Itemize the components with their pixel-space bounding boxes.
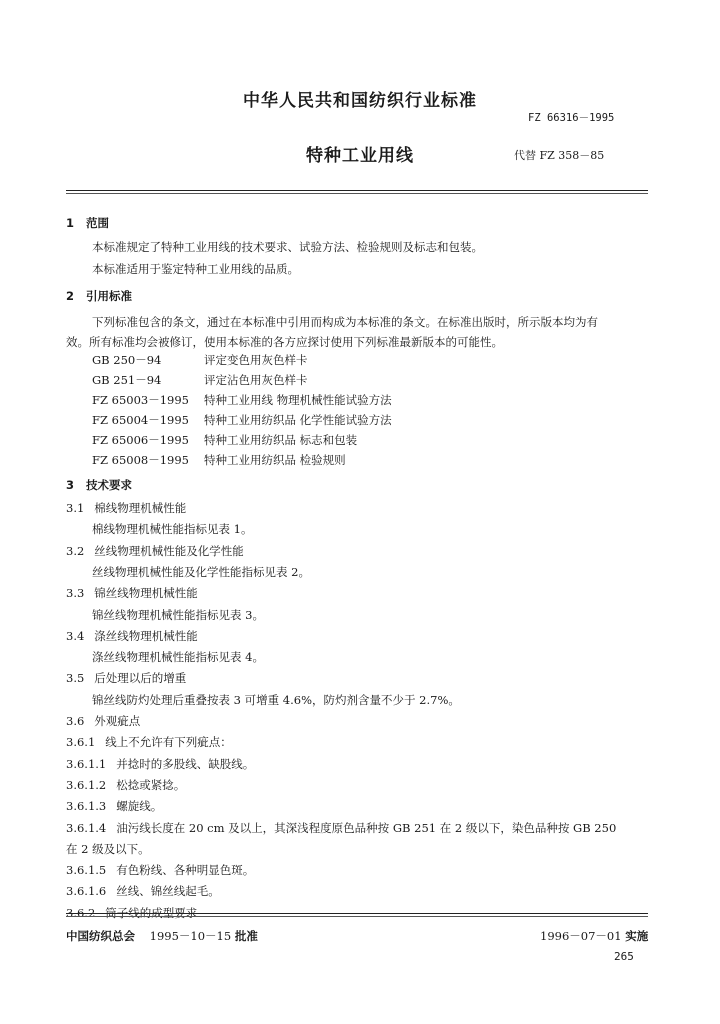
- reference-name: 特种工业用线 物理机械性能试验方法: [204, 393, 392, 407]
- reference-name: 特种工业用纺织品 标志和包装: [204, 433, 358, 447]
- clause-line: [92, 607, 264, 622]
- document-title: 特种工业用线: [306, 146, 414, 166]
- clause-text: 丝线、锦丝线起毛。: [116, 884, 220, 899]
- replaces-standard: 代替 FZ 358－85: [514, 149, 605, 162]
- reference-item: [92, 435, 357, 447]
- reference-code: FZ 65004－1995: [92, 413, 189, 427]
- section-2-heading: [66, 291, 132, 303]
- clause-line: [66, 628, 198, 643]
- issuer-name: 中国纺织总会: [66, 929, 135, 943]
- clause-number: 3.6: [66, 714, 85, 728]
- clause-text: 涤丝线物理机械性能: [94, 628, 198, 643]
- clause-line: [66, 801, 162, 813]
- clause-line: [66, 503, 186, 515]
- section-3-heading: [66, 480, 132, 492]
- standard-code: FZ 66316－1995: [528, 112, 615, 124]
- footer-divider-thin: [66, 916, 648, 917]
- clause-line: [66, 543, 244, 558]
- clause-text: 并捻时的多股线、缺股线。: [116, 756, 255, 771]
- section-number: 3: [66, 478, 75, 492]
- paragraph-continued: 效。所有标准均会被修订，使用本标准的各方应探讨使用下列标准最新版本的可能性。: [66, 335, 503, 349]
- clause-line: [66, 865, 254, 877]
- reference-item: [92, 395, 392, 407]
- issuer-title: 中华人民共和国纺织行业标准: [243, 91, 477, 111]
- clause-line: [92, 692, 460, 707]
- clause-number: 3.6.1.5: [66, 863, 107, 878]
- reference-code: GB 251－94: [92, 373, 162, 387]
- clause-text: 丝线物理机械性能及化学性能指标见表 2。: [92, 564, 310, 579]
- clause-line: [66, 673, 186, 685]
- clause-number: 3.4: [66, 628, 85, 643]
- clause-line: [66, 841, 150, 856]
- clause-text: 外观疵点: [94, 714, 141, 728]
- footer-implementation: [540, 928, 648, 944]
- section-title: 技术要求: [86, 478, 133, 492]
- clause-text: 在 2 级及以下。: [66, 841, 150, 856]
- clause-number: 3.6.2: [66, 905, 96, 920]
- clause-line: [92, 652, 264, 664]
- reference-item: [92, 355, 308, 367]
- clause-number: 3.5: [66, 671, 85, 686]
- reference-code: GB 250－94: [92, 353, 162, 367]
- approved-label: 批准: [234, 929, 258, 943]
- page-number: 265: [614, 950, 634, 963]
- clause-line: [92, 524, 252, 536]
- reference-name: 评定变色用灰色样卡: [204, 353, 308, 367]
- clause-text: 丝线物理机械性能及化学性能: [94, 543, 244, 558]
- clause-number: 3.6.1.2: [66, 777, 107, 792]
- reference-item: [92, 375, 308, 387]
- paragraph: 本标准适用于鉴定特种工业用线的品质。: [92, 262, 299, 276]
- clause-line: [92, 564, 310, 579]
- reference-code: FZ 65003－1995: [92, 393, 189, 407]
- footer-divider: [66, 913, 648, 914]
- clause-number: 3.2: [66, 543, 85, 558]
- clause-text: 油污线长度在 20 cm 及以上，其深浅程度原色品种按 GB 251 在 2 级以下，染色品种按 GB 250: [116, 820, 617, 835]
- paragraph: 本标准规定了特种工业用线的技术要求、试验方法、检验规则及标志和包装。: [92, 240, 483, 254]
- clause-text: 涤丝线物理机械性能指标见表 4。: [92, 650, 264, 665]
- clause-text: 棉线物理机械性能: [94, 501, 187, 515]
- reference-name: 特种工业用纺织品 检验规则: [204, 453, 346, 467]
- clause-line: [66, 716, 140, 728]
- implementation-label: 实施: [625, 929, 649, 943]
- clause-line: [66, 737, 232, 749]
- clause-number: 3.1: [66, 501, 85, 515]
- clause-line: [66, 886, 220, 898]
- clause-text: 有色粉线、各种明显色斑。: [116, 863, 255, 878]
- clause-text: 线上不允许有下列疵点：: [105, 735, 232, 750]
- section-number: 2: [66, 289, 75, 303]
- reference-code: FZ 65006－1995: [92, 433, 189, 447]
- reference-name: 特种工业用纺织品 化学性能试验方法: [204, 413, 392, 427]
- paragraph: 下列标准包含的条文，通过在本标准中引用而构成为本标准的条文。在标准出版时，所示版本均为有: [92, 315, 598, 329]
- clause-line: [66, 756, 255, 771]
- clause-text: 锦丝线防灼处理后重叠按表 3 可增重 4.6%，防灼剂含量不少于 2.7%。: [92, 692, 460, 707]
- clause-text: 后处理以后的增重: [94, 671, 187, 686]
- clause-line: [66, 777, 186, 792]
- clause-number: 3.3: [66, 586, 85, 601]
- section-number: 1: [66, 216, 75, 230]
- approved-date: 1995－10－15: [149, 929, 232, 943]
- header-divider: [66, 190, 648, 191]
- clause-text: 螺旋线。: [116, 799, 163, 814]
- clause-number: 3.6.1: [66, 735, 96, 750]
- reference-item: [92, 415, 392, 427]
- section-1-heading: [66, 218, 109, 230]
- section-title: 范围: [86, 216, 110, 230]
- clause-line: [66, 820, 617, 835]
- clause-line: [66, 588, 198, 600]
- section-title: 引用标准: [86, 289, 133, 303]
- clause-text: 锦丝线物理机械性能: [94, 586, 198, 601]
- header-divider-thin: [66, 193, 648, 194]
- clause-text: 松捻或紧捻。: [116, 777, 186, 792]
- footer-approval: [66, 928, 258, 944]
- clause-text: 棉线物理机械性能指标见表 1。: [92, 522, 253, 537]
- clause-number: 3.6.1.3: [66, 799, 107, 814]
- clause-number: 3.6.1.4: [66, 820, 107, 835]
- clause-number: 3.6.1.1: [66, 756, 107, 771]
- clause-text: 筒子线的成型要求: [105, 905, 198, 920]
- implementation-date: 1996－07－01: [540, 929, 622, 943]
- clause-text: 锦丝线物理机械性能指标见表 3。: [92, 607, 264, 622]
- reference-name: 评定沾色用灰色样卡: [204, 373, 308, 387]
- clause-number: 3.6.1.6: [66, 884, 107, 899]
- reference-item: [92, 455, 346, 467]
- reference-code: FZ 65008－1995: [92, 453, 189, 467]
